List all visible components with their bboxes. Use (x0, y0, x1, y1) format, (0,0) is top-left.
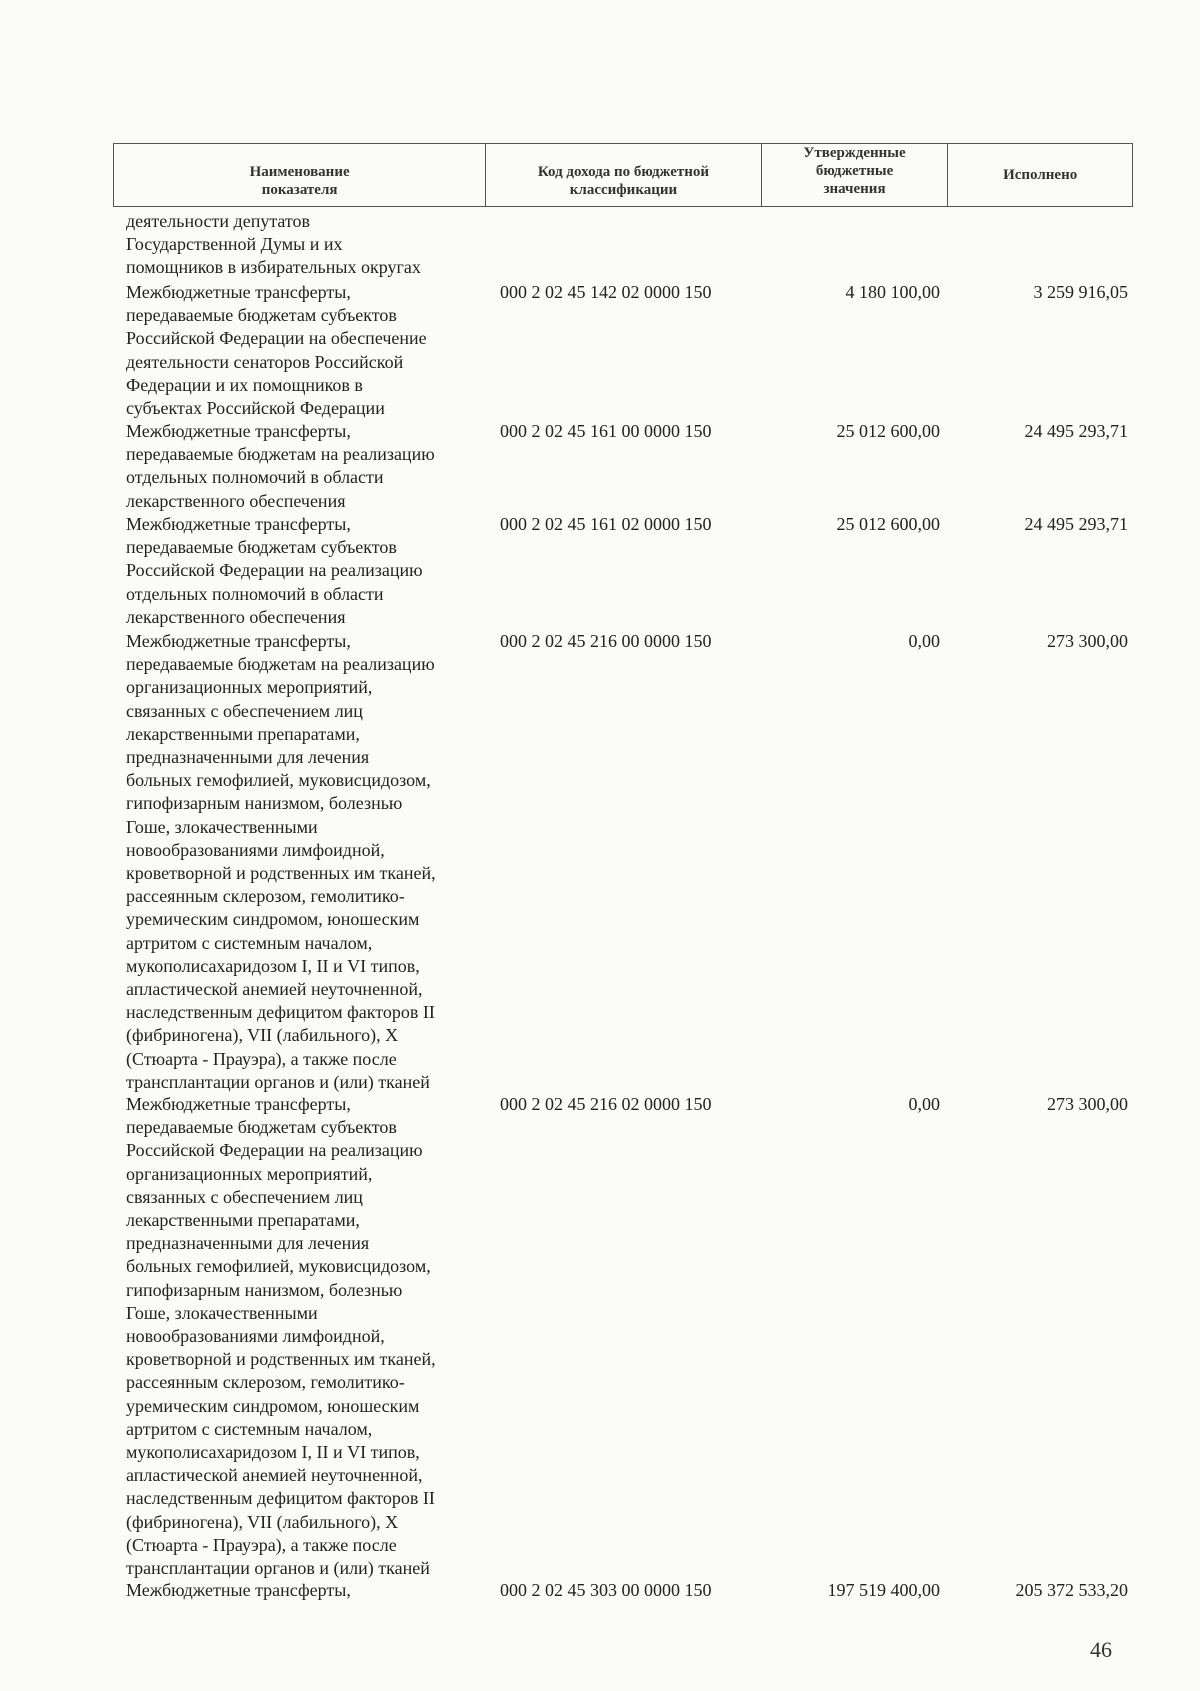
row-approved: 25 012 600,00 (836, 421, 940, 441)
row-name: Межбюджетные трансферты, передаваемые бюджетам субъектов Российской Федерации на реализацию отдельных полномочий в области лекарственного обеспечения (126, 514, 423, 627)
row-name: Межбюджетные трансферты, передаваемые бюджетам субъектов Российской Федерации на реализацию организационных мероприятий, связанных с обеспечением лиц лекарственными препаратами, предназначенными для лечения больных гемофилией, муковисцидозом, гипофизарным нанизмом, болезнью Гоше, злокачественными новообразованиями лимфоидной, кроветворной и родственных им тканей, рассеянным склерозом, гемолитико- уремическим синдромом, юношеским артритом с системным началом, мукополисахаридозом I, II и VI типов, апластической анемией неуточненной, наследственным дефицитом факторов II (фибриногена), VII (лабильного), X (Стюарта - Прауэра), а также после трансплантации органов и (или) тканей (126, 1094, 436, 1579)
row-approved: 25 012 600,00 (836, 514, 940, 534)
row-executed: 273 300,00 (1047, 1094, 1128, 1114)
header-budget-code: Код дохода по бюджетной классификации (486, 144, 761, 206)
row-executed: 24 495 293,71 (1024, 514, 1128, 534)
row-approved: 0,00 (908, 1094, 940, 1114)
row-code: 000 2 02 45 216 02 0000 150 (500, 1094, 712, 1114)
page-number: 46 (1090, 1637, 1112, 1662)
row-name: Межбюджетные трансферты, передаваемые бюджетам субъектов Российской Федерации на обеспечение деятельности сенаторов Российской Федерации и их помощников в субъектах Российской Федерации (126, 282, 427, 419)
row-executed: 205 372 533,20 (1015, 1580, 1128, 1600)
row-approved: 0,00 (908, 631, 940, 651)
row-executed: 3 259 916,05 (1033, 282, 1128, 302)
row-code: 000 2 02 45 161 00 0000 150 (500, 421, 712, 441)
header-executed: Исполнено (1003, 167, 1078, 183)
header-indicator-name: Наименование показателя (114, 144, 486, 206)
row-code: 000 2 02 45 161 02 0000 150 (500, 514, 712, 534)
row-name: Межбюджетные трансферты, (126, 1580, 351, 1600)
row-code: 000 2 02 45 142 02 0000 150 (500, 282, 712, 302)
row-code: 000 2 02 45 303 00 0000 150 (500, 1580, 712, 1600)
header-approved-values: Утвержденные бюджетные значения (762, 144, 949, 206)
row-name: Межбюджетные трансферты, передаваемые бюджетам на реализацию отдельных полномочий в области лекарственного обеспечения (126, 421, 435, 511)
row-approved: 197 519 400,00 (827, 1580, 940, 1600)
row-approved: 4 180 100,00 (845, 282, 940, 302)
row-code: 000 2 02 45 216 00 0000 150 (500, 631, 712, 651)
row-executed: 24 495 293,71 (1024, 421, 1128, 441)
row-executed: 273 300,00 (1047, 631, 1128, 651)
row-name: деятельности депутатов Государственной Думы и их помощников в избирательных округах (126, 211, 421, 278)
row-name: Межбюджетные трансферты, передаваемые бюджетам на реализацию организационных мероприятий, связанных с обеспечением лиц лекарственными препаратами, предназначенными для лечения больных гемофилией, муковисцидозом, гипофизарным нанизмом, болезнью Гоше, злокачественными новообразованиями лимфоидной, кроветворной и родственных им тканей, рассеянным склерозом, гемолитико- уремическим синдромом, юношеским артритом с системным началом, мукополисахаридозом I, II и VI типов, апластической анемией неуточненной, наследственным дефицитом факторов II (фибриногена), VII (лабильного), X (Стюарта - Прауэра), а также после трансплантации органов и (или) тканей (126, 631, 436, 1092)
table-header (113, 143, 1133, 207)
